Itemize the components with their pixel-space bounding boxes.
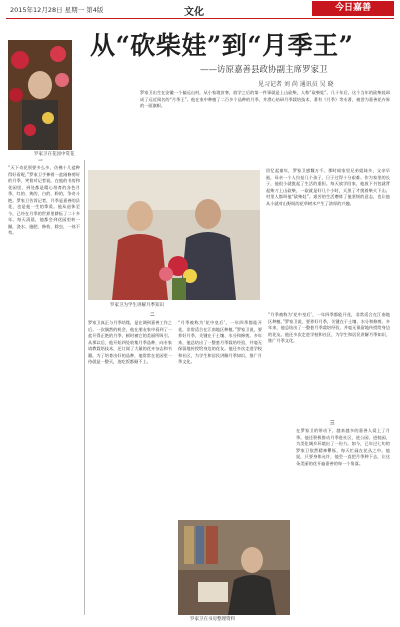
bottom-caption: 罗家卫在书房整理资料 <box>190 617 235 622</box>
column-divider <box>84 160 85 615</box>
portrait-caption: 罗家卫在花园中赏花 <box>34 152 75 157</box>
column-3-text: 罗家卫真正与月季结缘，是在调到嘉善工作之后。一次偶然的机会，他在朋友家中看到了一盆开得正艳的月季，顿时被它的美丽所吸引。从那以后，他开始四处收集月季品种，向专家请教栽培技术，还订阅了大量的花卉杂志和书籍。为了培育出好的品种，他常常在花园里一待就是一整天，连吃饭都顾不上。 <box>88 320 172 364</box>
section-head-1: 一 <box>38 159 43 164</box>
intro-paragraph: 罗家卫出生在安徽一个偏远山村，从小家境贫寒，放学之后的第一件事就是上山砍柴，人称“砍柴娃”。几十年后，这个当年的砍柴娃却成了远近闻名的“月季王”。他在家中种植了二百多个品种的月季，并潜心钻研月季栽培技术，著有《月季》等专著，被誉为嘉善花卉界的一面旗帜。 <box>140 90 390 108</box>
column-5-text: 在罗家卫的带动下，越来越多的嘉善人爱上了月季。他还积极推动月季进社区、进公园、进校园，为美化城乡环境出了一份力。如今，已年过七旬的罗家卫依然精神矍铄，每天忙碌在花丛之中。他说，只要身体允许，他会一直把月季种下去，让这朵美丽的花开遍嘉善的每一个角落。 <box>296 428 390 466</box>
section-name: 文化 <box>184 7 204 18</box>
column-2-text: 回忆起童年，罗家卫感慨万千。那时候家里兄弟姐妹多，父亲早逝，母亲一个人拉扯几个孩子，日子过得十分艰难。作为家里的长子，他很小就挑起了生活的重担。每天放学回家，他放下书包就背起柴刀上山砍柴，一砍就是好几个小时，天黑了才挑着柴火下山。村里人都叫他“砍柴娃”。艰苦的生活磨炼了他坚韧的意志，也让他从小就对山野间的花草树木产生了浓厚的兴趣。 <box>266 168 390 206</box>
section-head-3: 三 <box>330 421 335 426</box>
middle-caption: 罗家卫为学生讲解月季知识 <box>110 303 164 308</box>
newspaper-logo: 今日嘉善 <box>312 1 394 16</box>
portrait-photo-art <box>8 40 72 150</box>
column-4-text: “月季被称为‘花中皇后’，一年四季都能开花，非常适合在江南地区种植。”罗家卫说，要养好月季，关键在于土壤、水分和修剪。多年来，他总结出了一整套月季栽培经验，并毫无保留地传授给身边的花友。他还多次走进学校和社区，为学生和居民讲解月季知识，推广月季文化。 <box>178 320 262 364</box>
portrait-photo <box>8 40 72 150</box>
middle-photo-art <box>88 170 260 300</box>
section-head-2: 二 <box>150 313 155 318</box>
bottom-photo-art <box>178 520 290 615</box>
article-byline: 见习记者 刘 尚 通讯员 吴 晓 <box>258 81 334 88</box>
column-4b-text: “月季被称为‘花中皇后’，一年四季都能开花，非常适合在江南地区种植。”罗家卫说，要养好月季，关键在于土壤、水分和修剪。多年来，他总结出了一整套月季栽培经验，并毫无保留地传授给身边的花友。他还多次走进学校和社区，为学生和居民讲解月季知识，推广月季文化。 <box>268 312 390 343</box>
article-headline: 从“砍柴娃”到“月季王” <box>90 31 354 60</box>
bottom-photo <box>178 520 290 615</box>
issue-date: 2015年12月28日 星期一 第4版 <box>10 6 104 14</box>
column-1-text: “天下奇花须要多么多，仿佛十几盆种得好看呢，”罗家卫手捧着一盆刚修剪好的月季，笑着对记者说。在他的书房和花园里，到处都是精心培育的各色月季，红的、黄的、白的、粉的，争奇斗艳。罗家卫告诉记者，月季是嘉善的县花，也是他一生的挚爱。他从退休至今，已经在月季的世界里耕耘了二十多年。每天清晨，他都会到花园里转一圈，浇水、施肥、修枝、除虫，一丝不苟。 <box>8 165 80 235</box>
header-rule <box>6 18 394 19</box>
middle-photo <box>88 170 260 300</box>
article-subtitle: ——访原嘉善县政协副主席罗家卫 <box>200 65 328 75</box>
page-header <box>0 0 400 20</box>
